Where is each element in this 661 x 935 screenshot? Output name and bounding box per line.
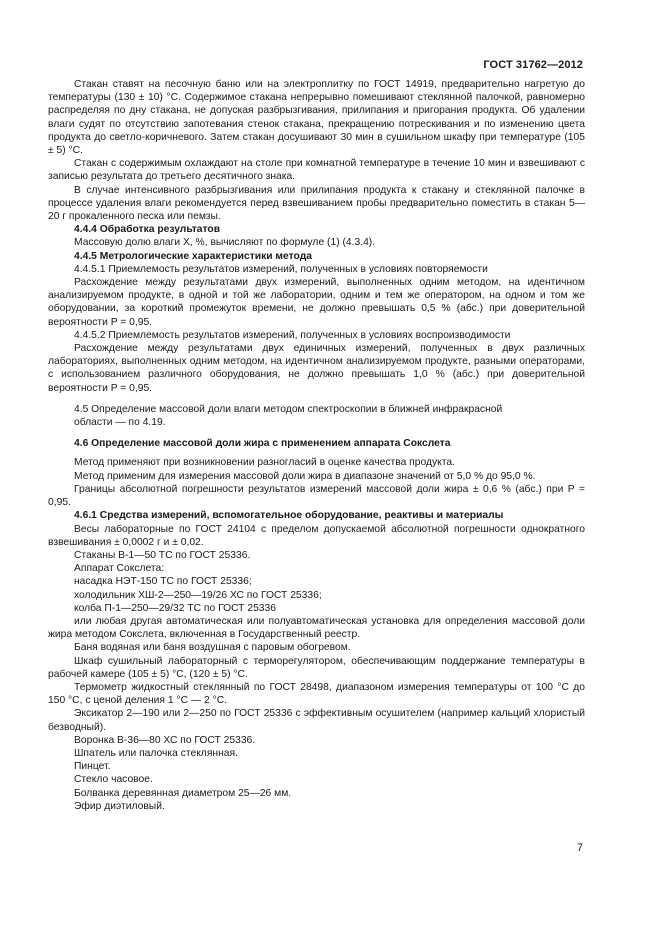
paragraph: Расхождение между результатами двух измерений, выполненных одним методом, на идентичном анализируемом продукте, в одной и той же лаборатории, одним и тем же оператором, на одном и том же оборудовании, за короткий промежуток времени, не должно превышать 0,5 % (абс.) при доверительной вероятности P = 0,95. xyxy=(48,277,585,328)
paragraph: Массовую долю влаги X, %, вычисляют по формуле (1) (4.3.4). xyxy=(74,237,376,249)
paragraph: Расхождение между результатами двух единичных измерений, полученных в двух различных лабораториях, выполненных одним методом, на идентичном анализируемом продукте, разными операторами, с использованием различного оборудования, не должно превышать 1,0 % (абс.) при доверительной вероятности P = 0,95. xyxy=(48,343,585,394)
section-title: 4.5 Определение массовой доли влаги методом спектроскопии в ближней инфракрасной xyxy=(74,403,503,415)
page-number: 7 xyxy=(576,842,583,854)
spacer xyxy=(48,429,585,437)
list-item: Болванка деревянная диаметром 25—26 мм. xyxy=(74,787,292,799)
list-item: Воронка В-36—80 ХС по ГОСТ 25336. xyxy=(74,734,256,746)
section-heading: 4.4.5 Метрологические характеристики метода xyxy=(74,250,312,262)
list-item: насадка НЭТ-150 ТС по ГОСТ 25336; xyxy=(74,576,252,588)
section-title-continuation: области — по 4.19. xyxy=(74,417,166,429)
list-item: Пинцет. xyxy=(74,761,111,773)
list-item: Шпатель или палочка стеклянная. xyxy=(74,747,238,759)
paragraph: В случае интенсивного разбрызгивания или прилипания продукта к стакану и стеклянной палочке в процессе удаления влаги рекомендуется перед взвешиванием пробы предварительно поместить в стакан 5—20 г прокаленного песка или пемзы. xyxy=(48,184,585,223)
paragraph: или любая другая автоматическая или полуавтоматическая установка для определения массовой доли жира методом Сокслета, включенная в Государственный реестр. xyxy=(48,615,585,641)
list-item: холодильник ХШ-2—250—19/26 ХС по ГОСТ 25336; xyxy=(74,589,322,601)
subsection-title: 4.4.5.2 Приемлемость результатов измерений, полученных в условиях воспроизводимости xyxy=(74,329,511,341)
standard-header: ГОСТ 31762—2012 xyxy=(483,59,583,71)
list-item: колба П-1—250—29/32 ТС по ГОСТ 25336 xyxy=(74,602,276,614)
paragraph: Эксикатор 2—190 или 2—250 по ГОСТ 25336 с эффективным осушителем (например кальций хлористый безводный). xyxy=(48,708,585,733)
document-body xyxy=(48,78,585,813)
list-item: Стаканы В-1—50 ТС по ГОСТ 25336. xyxy=(74,549,251,561)
paragraph: Метод применяют при возникновении разногласий в оценке качества продукта. xyxy=(74,457,455,469)
paragraph: Термометр жидкостный стеклянный по ГОСТ 28498, диапазоном измерения температуры от 100 °С до 150 °С, с ценой деления 1 °С — 2 °С. xyxy=(48,681,585,707)
section-heading: 4.6 Определение массовой доли жира с применением аппарата Сокслета xyxy=(74,438,451,450)
section-heading: 4.4.4 Обработка результатов xyxy=(74,224,221,236)
list-item: Эфир диэтиловый. xyxy=(74,800,165,812)
paragraph: Метод применим для измерения массовой доли жира в диапазоне значений от 5,0 % до 95,0 %. xyxy=(74,470,536,482)
paragraph: Стакан ставят на песочную баню или на электроплитку по ГОСТ 14919, предварительно нагретую до температуры (130 ± 10) °С. Содержимое стакана непрерывно помешивают стеклянной палочкой, равномерно распределяя по дну стакана, не допуская разбрызгивания, прилипания и пригорания продукта. Об удалении влаги судят по отсутствию запотевания стенок стакана, прекращению потрескивания и по изменению цвета продукта до светло-коричневого. Затем стакан досушивают 30 мин в сушильном шкафу при температуре (105 ± 5) °С. xyxy=(48,79,585,157)
list-item: Баня водяная или баня воздушная с паровым обогревом. xyxy=(74,642,351,654)
paragraph: Шкаф сушильный лабораторный с терморегулятором, обеспечивающим поддержание температуры в рабочей камере (105 ± 5) °С, (120 ± 5) °С. xyxy=(48,655,585,680)
paragraph: Весы лабораторные по ГОСТ 24104 с пределом допускаемой абсолютной погрешности однократного взвешивания ± 0,0002 г и ± 0,02. xyxy=(48,523,585,548)
list-item: Стекло часовое. xyxy=(74,774,153,786)
subsection-title: 4.4.5.1 Приемлемость результатов измерений, полученных в условиях повторяемости xyxy=(74,263,488,275)
section-heading: 4.6.1 Средства измерений, вспомогательное оборудование, реактивы и материалы xyxy=(74,510,504,522)
spacer xyxy=(48,395,585,403)
paragraph: Границы абсолютной погрешности результатов измерений массовой доли жира ± 0,6 % (абс.) при P = 0,95. xyxy=(48,483,585,509)
paragraph: Стакан с содержимым охлаждают на столе при комнатной температуре в течение 10 мин и взвешивают с записью результата до третьего десятичного знака. xyxy=(48,158,585,183)
list-item: Аппарат Сокслета: xyxy=(74,563,165,575)
